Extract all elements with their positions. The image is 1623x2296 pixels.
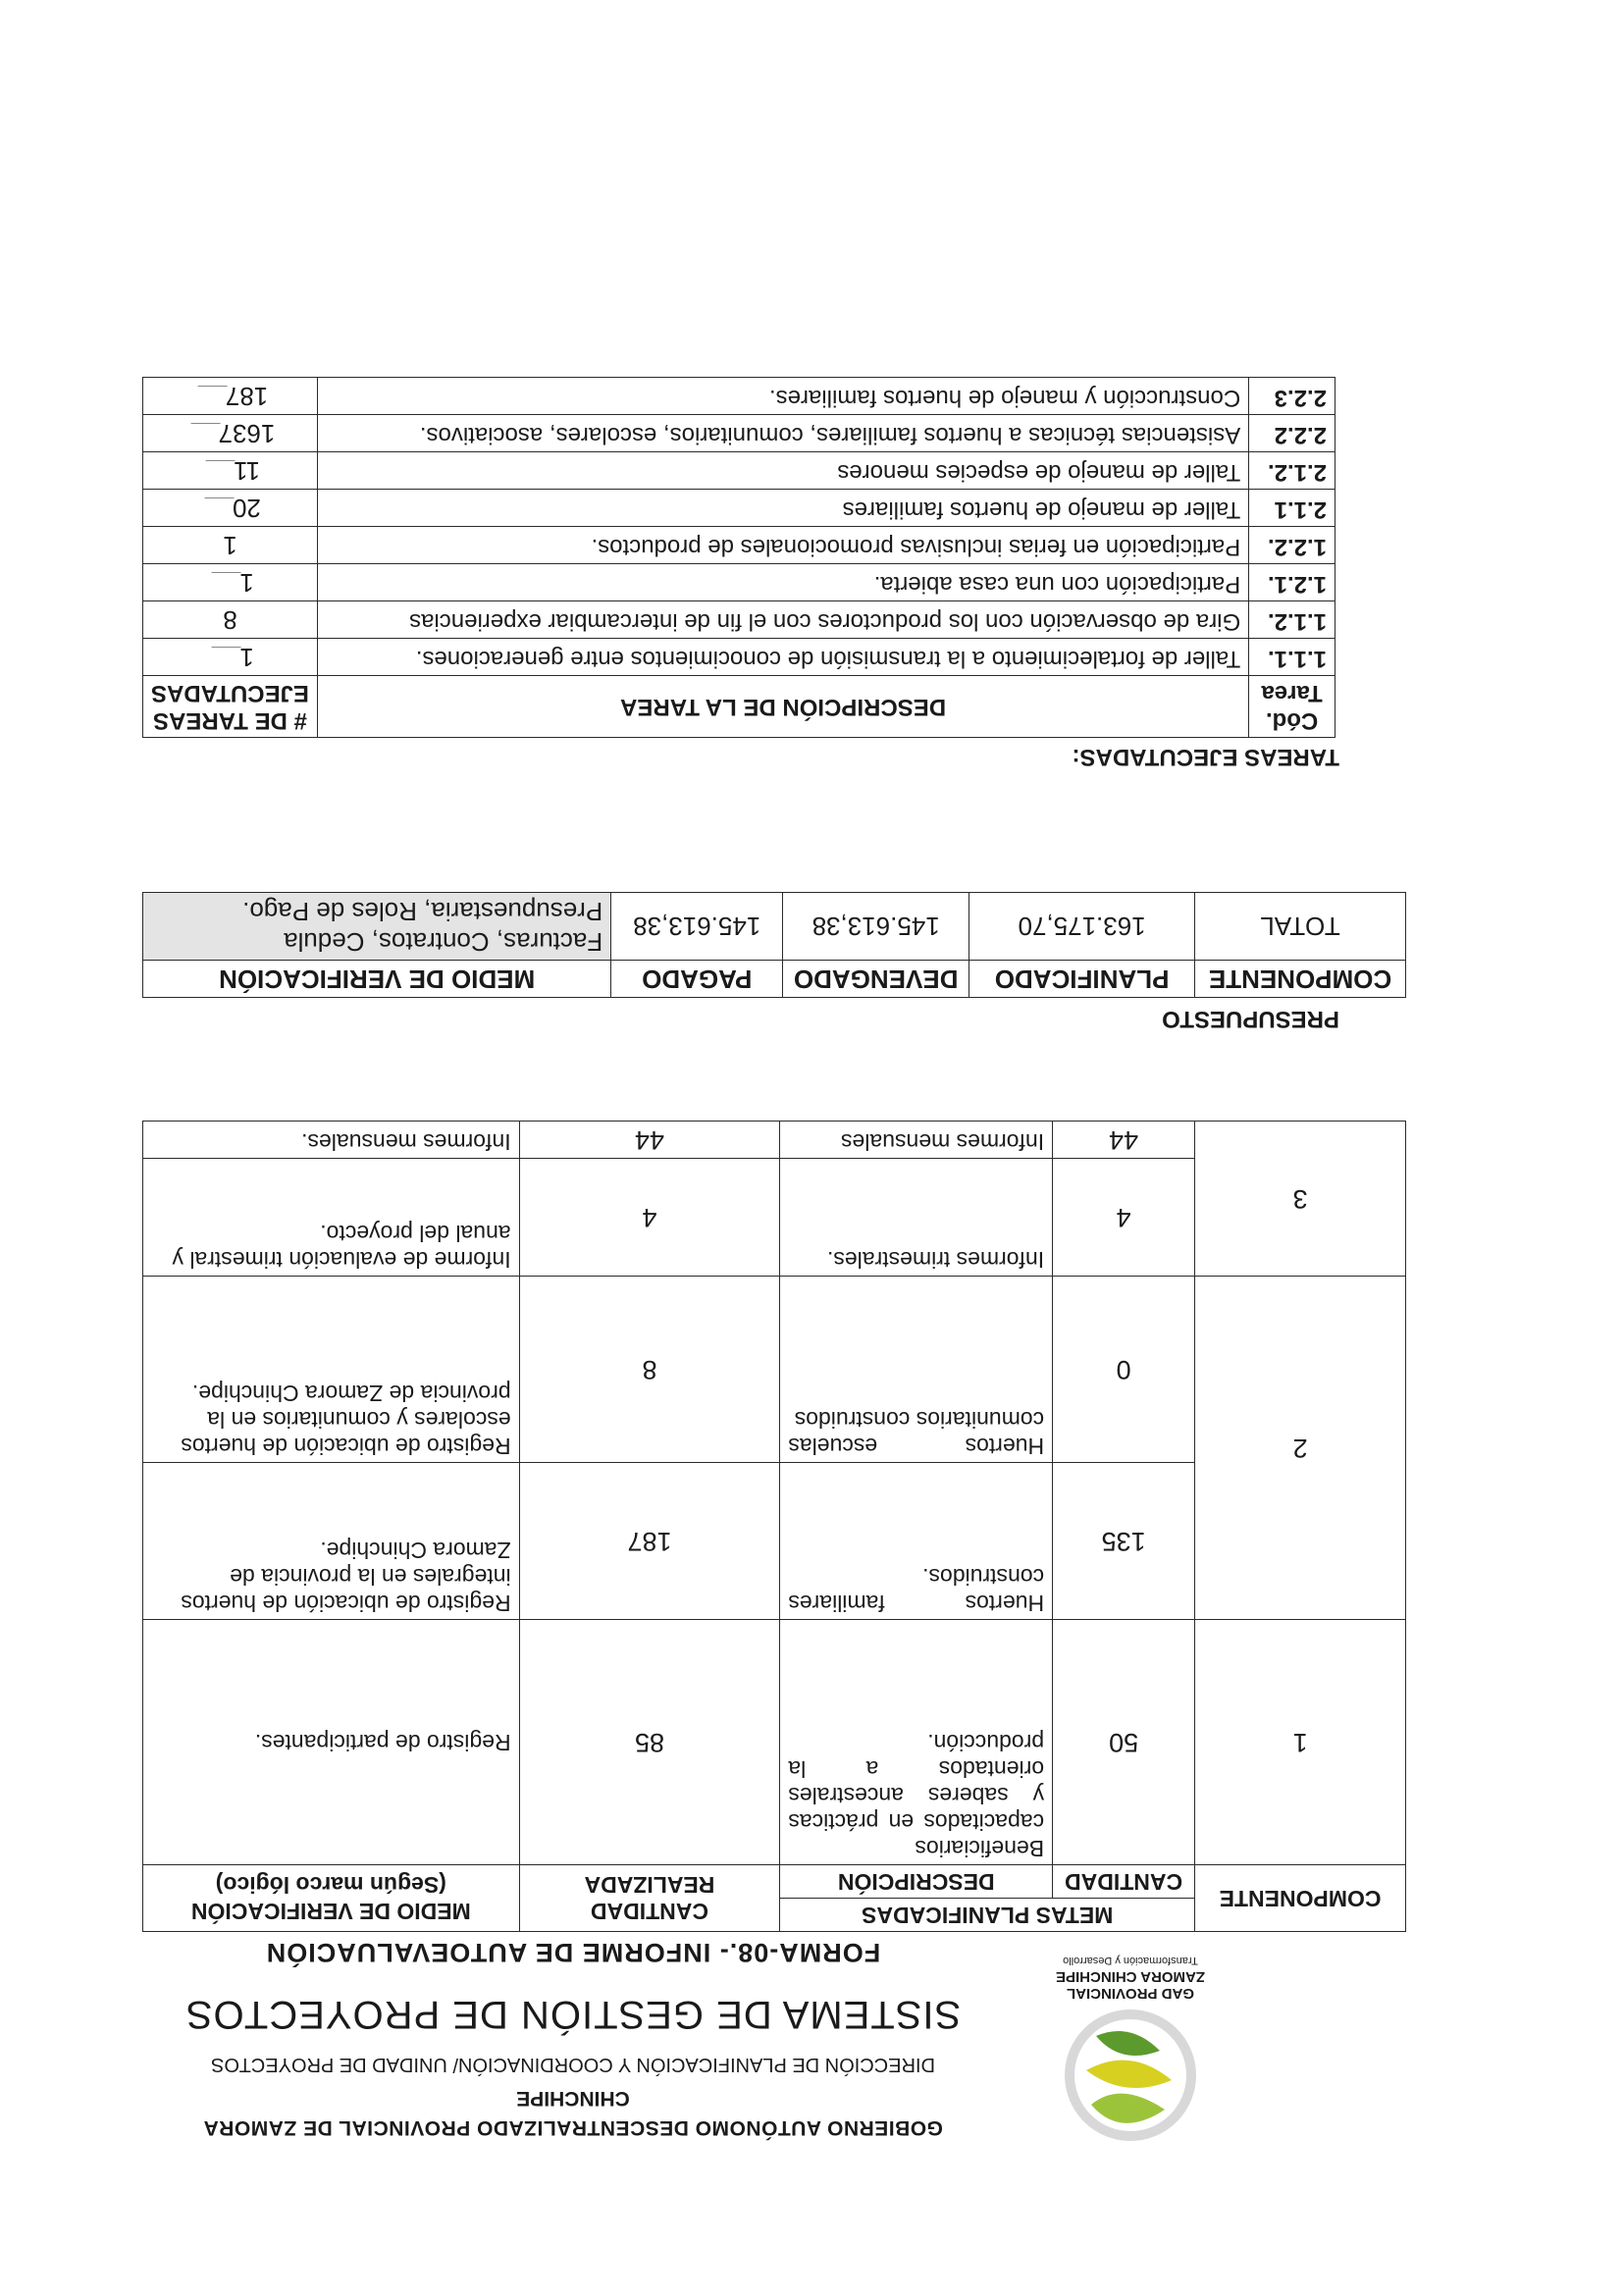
logo-line2: ZAMORA CHINCHIPE — [1056, 1968, 1205, 1985]
tarea-num — [143, 490, 318, 527]
tarea-desc: Participación con una casa abierta. — [317, 564, 1248, 601]
logo-line1: GAD PROVINCIAL — [1067, 1985, 1195, 2002]
metas-componente: 1 — [1195, 1620, 1406, 1865]
metas-realizada: 44 — [519, 1122, 780, 1159]
table-row — [143, 378, 1335, 415]
metas-medio: Registro de ubicación de huertos escolares y comunitarios en la provincia de Zamora Chinchipe. — [143, 1277, 520, 1463]
tarea-num — [143, 452, 318, 490]
metas-col-componente: COMPONENTE — [1195, 1865, 1406, 1932]
metas-col-descripcion: DESCRIPCIÓN — [780, 1865, 1053, 1899]
table-row — [143, 415, 1335, 452]
table-row — [143, 1620, 1406, 1865]
tarea-cod: 2.2.2 — [1249, 415, 1335, 452]
pres-pagado: 145.613,38 — [611, 893, 783, 961]
tareas-label: TAREAS EJECUTADAS: — [1072, 744, 1339, 770]
pres-col-devengado: DEVENGADO — [783, 961, 969, 998]
metas-realizada: 85 — [519, 1620, 780, 1865]
table-row — [143, 1159, 1406, 1277]
metas-componente: 2 — [1195, 1277, 1406, 1620]
pres-col-pagado: PAGADO — [611, 961, 783, 998]
metas-cantidad: 44 — [1053, 1122, 1195, 1159]
tarea-desc: Participación en ferias inclusivas promocionales de productos. — [317, 527, 1248, 564]
pres-medio: Facturas, Contratos, Cedula Presupuestaria, Roles de Pago. — [143, 893, 611, 961]
metas-col-medio: MEDIO DE VERIFICACIÓN (Según marco lógico) — [143, 1865, 520, 1932]
metas-medio: Informe de evaluación trimestral y anual del proyecto. — [143, 1159, 520, 1277]
table-row — [143, 452, 1335, 490]
metas-medio: Informes mensuales. — [143, 1122, 520, 1159]
tarea-num — [143, 415, 318, 452]
metas-realizada: 8 — [519, 1277, 780, 1463]
tarea-desc: Construcción y manejo de huertos familiares. — [317, 378, 1248, 415]
metas-medio: Registro de ubicación de huertos integrales en la provincia de Zamora Chinchipe. — [143, 1463, 520, 1620]
header-province: CHINCHIPE — [516, 2087, 630, 2110]
metas-cantidad: 4 — [1053, 1159, 1195, 1277]
pres-col-medio: MEDIO DE VERIFICACIÓN — [143, 961, 611, 998]
metas-group-header: METAS PLANIFICADAS — [780, 1899, 1195, 1932]
pres-devengado: 145.613,38 — [783, 893, 969, 961]
tarea-desc: Asistencias técnicas a huertos familiares, comunitarios, escolares, asociativos. — [317, 415, 1248, 452]
tarea-num-value: 1 — [239, 568, 254, 598]
metas-descripcion: Huertos familiares construidos. — [780, 1463, 1053, 1620]
pres-componente: TOTAL — [1195, 893, 1406, 961]
check-mark-icon — [186, 386, 228, 402]
tarea-cod: 1.2.2. — [1249, 527, 1335, 564]
metas-descripcion: Informes trimestrales. — [780, 1159, 1053, 1277]
table-row — [143, 564, 1335, 601]
tarea-desc: Taller de manejo de especies menores — [317, 452, 1248, 490]
tarea-cod: 2.2.3 — [1249, 378, 1335, 415]
metas-cantidad: 135 — [1053, 1463, 1195, 1620]
metas-realizada: 187 — [519, 1463, 780, 1620]
header-direction: DIRECCIÓN DE PLANIFICACIÓN Y COORDINACIÓN/ UNIDAD DE PROYECTOS — [211, 2054, 935, 2075]
check-mark-icon — [193, 497, 235, 514]
tarea-cod: 2.1.1 — [1249, 490, 1335, 527]
table-row — [143, 893, 1406, 961]
tarea-cod: 1.2.1. — [1249, 564, 1335, 601]
logo-tagline: Transformación y Desarrollo — [1063, 1955, 1198, 1966]
metas-col-cantidad: CANTIDAD — [1053, 1865, 1195, 1899]
pres-col-planificado: PLANIFICADO — [969, 961, 1195, 998]
tarea-cod: 2.1.2. — [1249, 452, 1335, 490]
tareas-col-desc: DESCRIPCIÓN DE LA TAREA — [317, 676, 1248, 738]
tarea-cod: 1.1.2. — [1249, 601, 1335, 639]
check-mark-icon — [180, 423, 221, 440]
tarea-num-value: 187 — [225, 382, 269, 411]
tarea-desc: Gira de observación con los productores con el fin de intercambiar experiencias — [317, 601, 1248, 639]
tarea-num-value: 1 — [223, 531, 237, 560]
table-row — [143, 601, 1335, 639]
tareas-col-num: # DE TAREAS EJECUTADAS — [143, 676, 318, 738]
check-mark-icon — [200, 572, 241, 589]
tarea-desc: Taller de fortalecimiento a la transmisión de conocimientos entre generaciones. — [317, 639, 1248, 676]
tarea-num — [143, 564, 318, 601]
check-mark-icon — [200, 647, 241, 663]
header-government: GOBIERNO AUTÓNOMO DESCENTRALIZADO PROVINCIAL DE ZAMORA — [203, 2116, 943, 2139]
tarea-num-value: 20 — [233, 494, 261, 523]
header-system: SISTEMA DE GESTIÓN DE PROYECTOS — [184, 1993, 962, 2036]
tarea-num — [143, 601, 318, 639]
metas-descripcion: Informes mensuales — [780, 1122, 1053, 1159]
metas-medio: Registro de participantes. — [143, 1620, 520, 1865]
presupuesto-table — [142, 892, 1406, 998]
tarea-num-value: 1637 — [218, 419, 276, 448]
metas-cantidad: 0 — [1053, 1277, 1195, 1463]
presupuesto-label: PRESUPUESTO — [1162, 1006, 1339, 1032]
tarea-num — [143, 527, 318, 564]
table-row — [143, 639, 1335, 676]
metas-cantidad: 50 — [1053, 1620, 1195, 1865]
tareas-table — [142, 377, 1335, 738]
table-row — [143, 1463, 1406, 1620]
check-mark-icon — [194, 460, 236, 477]
metas-descripcion: Beneficiarios capacitados en prácticas y saberes ancestrales orientados a la producción. — [780, 1620, 1053, 1865]
tarea-num-value: 8 — [223, 605, 237, 635]
tarea-num-value: 1 — [239, 643, 254, 672]
table-row — [143, 490, 1335, 527]
metas-table — [142, 1121, 1406, 1932]
tarea-num — [143, 639, 318, 676]
tareas-col-cod: Cód. Tarea — [1249, 676, 1335, 738]
metas-col-realizada: CANTIDAD REALIZADA — [519, 1865, 780, 1932]
table-row — [143, 527, 1335, 564]
tarea-num-value: 11 — [233, 456, 260, 486]
pres-planificado: 163.175,70 — [969, 893, 1195, 961]
metas-descripcion: Huertos escuelas comunitarios construidos — [780, 1277, 1053, 1463]
tarea-desc: Taller de manejo de huertos familiares — [317, 490, 1248, 527]
tarea-cod: 1.1.1. — [1249, 639, 1335, 676]
metas-componente: 3 — [1195, 1122, 1406, 1277]
tarea-num — [143, 378, 318, 415]
metas-realizada: 4 — [519, 1159, 780, 1277]
form-title: FORMA-08.- INFORME DE AUTOEVALUACIÓN — [265, 1938, 881, 1967]
pres-col-componente: COMPONENTE — [1195, 961, 1406, 998]
